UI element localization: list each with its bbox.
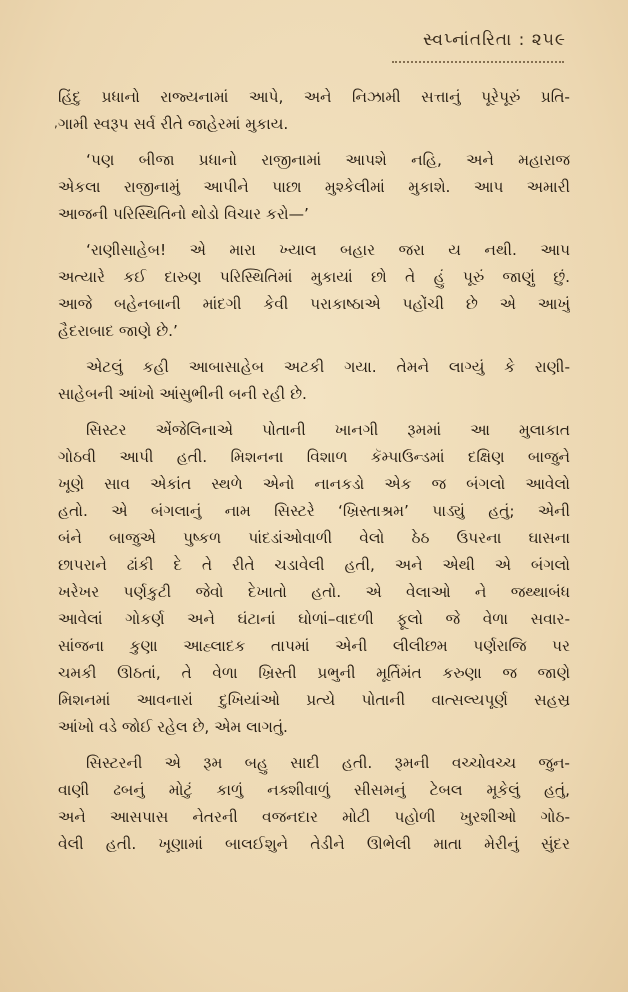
body-text [58, 84, 570, 858]
header-ornament-rule [392, 61, 564, 67]
text-line: વાણી ઢબનું મોટું કાળું નક્શીવાળું સીસમનું ટેબલ મૂકેલું હતું, [58, 781, 570, 799]
text-line: ખૂણે સાવ એકાંત સ્થળે એનો નાનકડો એક જ બંગલો આવેલો [58, 475, 570, 493]
text-line: મિશનમાં આવનારાં દુખિયાંઓ પ્રત્યે પોતાની વાત્સલ્યપૂર્ણ સહસ્ર [58, 691, 570, 709]
text-line: હૈદરાબાદ જાણે છે.’ [58, 322, 178, 340]
text-line: ગોઠવી આપી હતી. મિશનના વિશાળ કૅમ્પાઉન્ડમાં દક્ષિણ બાજુને [58, 448, 570, 466]
paragraph [58, 417, 570, 741]
text-line: એકલા રાજીનામું આપીને પાછા મુશ્કેલીમાં મુકાશે. આપ અમારી [58, 178, 570, 196]
paragraph [58, 750, 570, 858]
text-line: ‘પણ બીજા પ્રધાનો રાજીનામાં આપશે નહિ, અને મહારાજ [86, 151, 570, 169]
paragraph [58, 147, 570, 228]
text-line: આજની પરિસ્થિતિનો થોડો વિચાર કરો—’ [58, 205, 309, 223]
text-line: હતો. એ બંગલાનું નામ સિસ્ટરે ‘ખ્રિસ્તાશ્રમ’ પાડ્યું હતું; એની [58, 502, 570, 520]
paragraph [58, 354, 570, 408]
text-line: આજે બહેનબાની માંદગી કેવી પરાકાષ્ઠાએ પહોંચી છે એ આખું [58, 295, 570, 313]
margin-dot: , [54, 116, 58, 130]
text-line: બંને બાજુએ પુષ્કળ પાંદડાંઓવાળી વેલો ઠેઠ ઉપરના ઘાસના [58, 529, 570, 547]
paragraph [58, 237, 570, 345]
paragraph [58, 84, 570, 138]
text-line: અને આસપાસ નેતરની વજનદાર મોટી પહોળી ખુરશીઓ ગોઠ- [58, 808, 570, 826]
text-line: સિસ્ટરની એ રૂમ બહુ સાદી હતી. રૂમની વચ્ચોવચ્ચ જુન- [86, 754, 570, 772]
text-line: અત્યારે કઈ દારુણ પરિસ્થિતિમાં મુકાયાં છો તે હું પૂરું જાણું છું. [58, 268, 570, 286]
text-line: સાહેબની આંખો આંસુભીની બની રહી છે. [58, 385, 307, 403]
text-line: આંખો વડે જોઈ રહેલ છે, એમ લાગતું. [58, 718, 288, 736]
text-line: છાપરાને ઢાંકી દે તે રીતે ચડાવેલી હતી, અને એથી એ બંગલો [58, 556, 570, 574]
text-line: એટલું કહી આબાસાહેબ અટકી ગયા. તેમને લાગ્યું કે રાણી- [86, 358, 570, 376]
text-line: સાંજના કુણા આહ્લાદક તાપમાં એની લીલીછમ પર્ણરાજિ પર [58, 637, 570, 655]
text-line: ‘રાણીસાહેબ! એ મારા ખ્યાલ બહાર જરા ય નથી. આપ [86, 241, 570, 259]
text-line: આવેલાં ગોકર્ણ અને ઘંટાનાં ઘોળાં–વાદળી ફૂલો જે વેળા સવાર- [58, 610, 570, 628]
text-line: હિંદુ પ્રધાનો રાજ્યનામાં આપે, અને નિઝામી સત્તાનું પૂરેપૂરું પ્રતિ- [58, 88, 570, 106]
text-line: સિસ્ટર એંજેલિનાએ પોતાની ખાનગી રૂમમાં આ મુલાકાત [86, 421, 570, 439]
text-line: ચમકી ઊઠતાં, તે વેળા ખ્રિસ્તી પ્રભુની મૂર્તિમંત કરુણા જ જાણે [58, 664, 570, 682]
text-line: ગામી સ્વરૂપ સર્વ રીતે જાહેરમાં મુકાય. [58, 115, 289, 133]
text-line: વેલી હતી. ખૂણામાં બાલઈશુને તેડીને ઊભેલી માતા મેરીનું સુંદર [58, 835, 570, 853]
text-line: ખરેખર પર્ણકુટી જેવો દેખાતો હતો. એ વેલાઓ ને જથ્થાબંધ [58, 583, 570, 601]
running-head: સ્વપ્નાંતરિતા : ૨૫૯ [422, 30, 566, 50]
